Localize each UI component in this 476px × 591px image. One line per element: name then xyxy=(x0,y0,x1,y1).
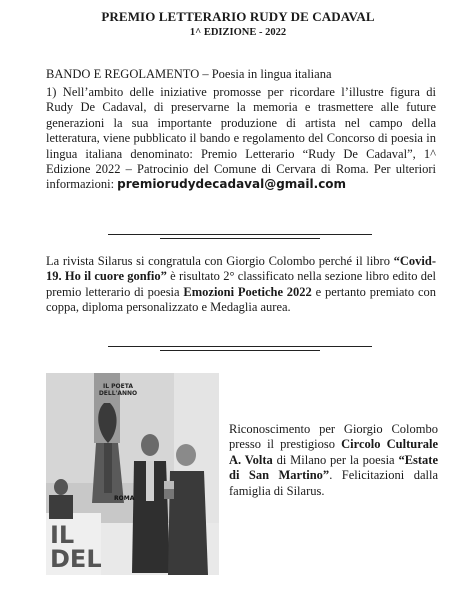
news-paragraph-book xyxy=(46,254,436,316)
caption-text: Riconoscimento per Giorgio Colombo presso il prestigioso xyxy=(229,422,438,452)
news-text: La rivista Silarus si congratula con Giorgio Colombo perché il libro xyxy=(46,254,390,268)
divider-line xyxy=(108,346,372,347)
page-title: PREMIO LETTERARIO RUDY DE CADAVAL xyxy=(101,9,375,24)
circle-name: Circolo Culturale A. Volta xyxy=(229,437,439,467)
table-banner-text: ROMA xyxy=(114,495,135,502)
caption-text: di Milano per la poesia xyxy=(276,452,395,467)
poem-title: “Estate di San Martino” xyxy=(229,452,439,483)
divider-line xyxy=(108,234,372,235)
page-subtitle: 1^ EDIZIONE - 2022 xyxy=(189,27,287,38)
caption-text: . Felicitazioni dalla famiglia di Silarus. xyxy=(229,468,439,498)
award-photo xyxy=(46,373,219,575)
section-heading: BANDO E REGOLAMENTO – Poesia in lingua italiana xyxy=(46,67,332,81)
photo-caption xyxy=(229,422,438,499)
banner-text: IL DEL xyxy=(50,521,102,573)
contact-email[interactable]: premiorudydecadaval@gmail.com xyxy=(117,177,347,192)
book-title: “Covid-19. Ho il cuore gonfio” xyxy=(46,254,437,284)
divider-line xyxy=(160,238,320,239)
poster-sign-text: IL POETA DELL'ANNO xyxy=(98,383,138,397)
regulation-text: 1) Nell’ambito delle iniziative promosse per ricordare l’illustre figura di Rudy De Cadaval, di preservarne la memoria e trasmettere alle future generazioni la sua importante produzione di artista nel campo della letteratura, viene pubblicato il bando e regolamento del Concorso di poesia in lingua italiana denominato: Premio Letterario “Rudy De Cadaval”, 1^ Edizione 2022 – Patrocinio del Comune di Cervara di Roma. Per ulteriori informazioni: xyxy=(46,85,436,192)
divider-line xyxy=(160,350,320,351)
news-text: è risultato 2° classificato nella sezione libro edito del premio letterario di poesia xyxy=(46,269,436,299)
news-text: e pertanto premiato con coppa, diploma personalizzato e Medaglia aurea. xyxy=(46,284,437,315)
regulation-paragraph xyxy=(46,85,436,193)
prize-name: Emozioni Poetiche 2022 xyxy=(183,284,312,299)
